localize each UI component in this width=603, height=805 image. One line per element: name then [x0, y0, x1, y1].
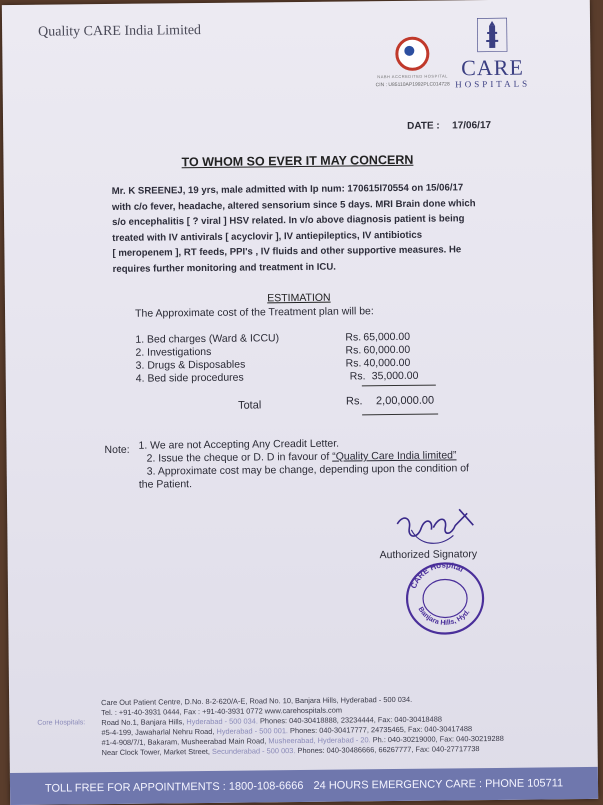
note-item-cont: the Patient.: [138, 478, 193, 491]
addr-city: Hyderabad - 500 001.: [216, 726, 289, 736]
letter-body: [112, 180, 478, 277]
body-line: Mr. K SREENEJ, 19 yrs, male admitted with Ip num: 170615I70554 on 15/06/17: [111, 182, 464, 197]
item-currency: Rs.: [345, 331, 362, 344]
letter-title: TO WHOM SO EVER IT MAY CONCERN: [181, 152, 414, 170]
addr-phones: Ph.: 040-30219000, Fax: 040-30219288: [370, 733, 504, 745]
item-currency: Rs.: [345, 344, 362, 357]
hospital-stamp: [400, 556, 491, 637]
note-label: Note:: [104, 443, 130, 457]
note-item: 1. We are not Accepting Any Creadit Letter.: [138, 437, 340, 452]
nabh-seal-icon: [395, 37, 429, 71]
core-hospitals-label: Core Hospitals:: [37, 719, 86, 727]
addr-part: Road No.1, Banjara Hills,: [101, 717, 187, 728]
addr-part: Near Clock Tower, Market Street,: [101, 746, 213, 758]
addr-phones: Phones: 040-30486666, 66267777, Fax: 040-27717738: [295, 744, 480, 756]
care-brand: CARE: [461, 54, 524, 81]
body-line: with c/o fever, headache, altered sensorium since 5 days. MRI Brain done which: [111, 197, 476, 213]
item-label: 1. Bed charges (Ward & ICCU): [135, 332, 280, 346]
estimation-row: [136, 370, 436, 386]
footer-line: Care Out Patient Centre, D.No. 8-2-620/A-E, Road No. 10, Banjara Hills, Hyderabad - 500 034.: [101, 694, 413, 708]
care-brand-sub: HOSPITALS: [455, 78, 531, 90]
body-line: s/o encephalitis [ ? viral ] HSV related. In v/o above diagnosis patient is being: [112, 213, 465, 229]
item-currency: Rs.: [345, 357, 362, 370]
note-text: 2. Issue the cheque or D. D in favour of: [146, 450, 333, 465]
item-currency: Rs.: [349, 370, 366, 383]
addr-part: #1-4-908/7/1, Bakaram, Musheerabad Main Road,: [101, 736, 269, 748]
total-currency: Rs.: [345, 395, 363, 408]
total-divider: [362, 414, 438, 416]
subtotal-divider: [362, 385, 436, 387]
authorized-signatory: Authorized Signatory: [379, 548, 478, 562]
toll-free-text: TOLL FREE FOR APPOINTMENTS : 1800-108-6666: [44, 779, 304, 795]
addr-phones: Phones: 040-30418888, 23234444, Fax: 040-30418488: [257, 714, 443, 726]
note-item: 3. Approximate cost may be change, depending upon the condition of: [146, 462, 470, 478]
nabh-text: NABH ACCREDITED HOSPITAL: [377, 73, 448, 80]
company-name: Quality CARE India Limited: [38, 23, 202, 40]
estimation-intro: The Approximate cost of the Treatment plan will be:: [135, 305, 374, 320]
notes-list: [138, 436, 509, 492]
estimation-heading: ESTIMATION: [267, 291, 331, 305]
total-amount: 2,00,000.00: [375, 394, 435, 408]
svg-text:CARE Hospital: [409, 560, 466, 590]
payee-name: “Quality Care India limited”: [332, 449, 457, 463]
total-label: Total: [237, 399, 262, 412]
tower-icon: [477, 18, 507, 52]
date-label: DATE :: [407, 120, 440, 132]
item-label: 3. Drugs & Disposables: [135, 358, 246, 372]
addr-city: Musheerabad, Hyderabad - 20.: [268, 735, 371, 746]
item-amount: 60,000.00: [363, 343, 411, 357]
item-label: 4. Bed side procedures: [135, 371, 244, 385]
addr-part: #5-4-199, Jawaharlal Nehru Road,: [101, 726, 217, 738]
addr-city: Secunderabad - 500 003.: [211, 746, 296, 756]
body-line: treated with IV antivirals [ acyclovir ], IV antiepileptics, IV antibiotics: [112, 229, 423, 244]
addr-phones: Phones: 040-30417777, 24735465, Fax: 040-30417488: [287, 724, 473, 736]
emergency-text: 24 HOURS EMERGENCY CARE : PHONE 105711: [313, 777, 564, 792]
footer-line: Tel. : +91-40-3931 0444, Fax : +91-40-3931 0772 www.carehospitals.com: [101, 705, 343, 718]
item-amount: 65,000.00: [363, 330, 411, 344]
stamp-top-text: CARE Hospital: [408, 560, 466, 590]
footer-bar: [10, 767, 598, 805]
stamp-bottom-text: Banjara Hills, Hyd.: [416, 606, 472, 627]
footer-addresses: [101, 693, 592, 758]
addr-city: Hyderabad - 500 034.: [186, 716, 258, 727]
cin-number: CIN : U85110AP1992PLC014728: [375, 81, 450, 89]
body-line: requires further monitoring and treatment in ICU.: [112, 261, 336, 275]
date-value: 17/06/17: [452, 119, 492, 132]
item-label: 2. Investigations: [135, 345, 212, 359]
letter-paper: [2, 0, 598, 805]
estimation-items: [135, 331, 436, 386]
item-amount: 40,000.00: [363, 356, 411, 370]
body-line: [ meropenem ], RT feeds, PPI's , IV fluids and other supportive measures. He: [112, 244, 462, 260]
care-logo: [442, 17, 543, 89]
item-amount: 35,000.00: [371, 369, 419, 383]
